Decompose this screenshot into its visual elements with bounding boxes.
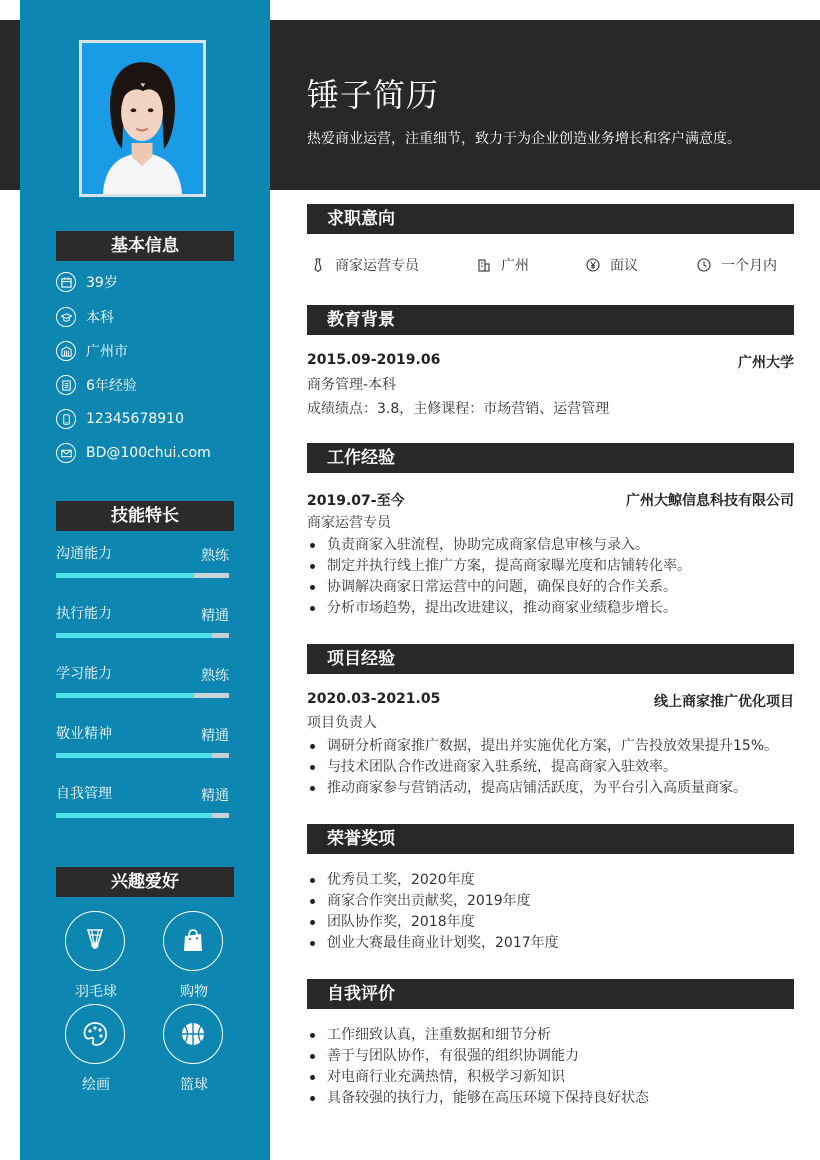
info-city (56, 339, 128, 363)
info-city-text: 广州市 (86, 344, 128, 360)
skill-level: 熟练 (201, 668, 229, 684)
skill-level: 精通 (201, 788, 229, 804)
project-heading: 项目经验 (307, 644, 794, 674)
hobby-item (163, 911, 225, 1001)
tie-icon (311, 258, 325, 272)
info-age (56, 270, 118, 294)
info-email (56, 441, 211, 465)
yen-icon (586, 258, 600, 272)
skill-bar-fill (56, 573, 194, 578)
work-date: 2019.07-至今 (307, 493, 405, 509)
skill-name: 敬业精神 (56, 726, 112, 742)
basic-info-heading: 基本信息 (56, 231, 234, 261)
list-item: 对电商行业充满热情，积极学习新知识 (307, 1067, 649, 1088)
skill-bar (56, 753, 229, 758)
info-experience-text: 6年经验 (86, 378, 137, 394)
intent-salary-text: 面议 (610, 258, 638, 274)
graduation-cap-icon (56, 307, 76, 327)
intent-city-text: 广州 (501, 258, 529, 274)
hobby-item (163, 1004, 225, 1094)
list-item: 分析市场趋势，提出改进建议，推动商家业绩稳步增长。 (307, 598, 691, 619)
hobby-label: 购物 (180, 984, 208, 1000)
page-title: 锤子简历 (307, 76, 440, 114)
list-item: 商家合作突出贡献奖，2019年度 (307, 891, 559, 912)
list-item: 调研分析商家推广数据，提出并实施优化方案，广告投放效果提升15%。 (307, 736, 778, 757)
building-icon (477, 258, 491, 272)
skill-bar-fill (56, 633, 212, 638)
self-eval-heading: 自我评价 (307, 979, 794, 1009)
skill-level: 精通 (201, 728, 229, 744)
skill-bar (56, 813, 229, 818)
building-icon (56, 341, 76, 361)
skill-bar (56, 693, 229, 698)
skill-name: 自我管理 (56, 786, 112, 802)
education-school: 广州大学 (738, 355, 794, 371)
list-item: 优秀员工奖，2020年度 (307, 870, 559, 891)
project-bullets (307, 736, 778, 799)
clock-icon (697, 258, 711, 272)
info-experience (56, 373, 137, 397)
list-item: 具备较强的执行力，能够在高压环境下保持良好状态 (307, 1088, 649, 1109)
skill-bar-fill (56, 753, 212, 758)
hobbies-heading: 兴趣爱好 (56, 867, 234, 897)
phone-icon (56, 409, 76, 429)
intent-availability-text: 一个月内 (721, 258, 777, 274)
skill-name: 学习能力 (56, 666, 112, 682)
hobby-item (65, 911, 127, 1001)
info-education (56, 305, 114, 329)
palette-icon (65, 1004, 125, 1064)
skill-level: 熟练 (201, 548, 229, 564)
hobby-item (65, 1004, 127, 1094)
education-heading: 教育背景 (307, 305, 794, 335)
info-phone-text: 12345678910 (86, 411, 184, 427)
skill-bar (56, 573, 229, 578)
education-date: 2015.09-2019.06 (307, 352, 441, 368)
honors-heading: 荣誉奖项 (307, 824, 794, 854)
skill-bar (56, 633, 229, 638)
info-education-text: 本科 (86, 310, 114, 326)
project-role: 项目负责人 (307, 715, 377, 731)
calendar-icon (56, 272, 76, 292)
skill-bar-fill (56, 813, 212, 818)
header-slogan: 热爱商业运营，注重细节，致力于为企业创造业务增长和客户满意度。 (307, 131, 741, 147)
intent-salary (586, 255, 638, 275)
hobby-label: 篮球 (180, 1077, 208, 1093)
document-icon (56, 375, 76, 395)
work-role: 商家运营专员 (307, 515, 391, 531)
skill-name: 执行能力 (56, 606, 112, 622)
list-item: 与技术团队合作改进商家入驻系统，提高商家入驻效率。 (307, 757, 778, 778)
skill-name: 沟通能力 (56, 546, 112, 562)
intent-availability (697, 255, 777, 275)
list-item: 制定并执行线上推广方案，提高商家曝光度和店铺转化率。 (307, 556, 691, 577)
honors-bullets (307, 870, 559, 954)
intent-city (477, 255, 529, 275)
list-item: 负责商家入驻流程，协助完成商家信息审核与录入。 (307, 535, 691, 556)
self-eval-bullets (307, 1025, 649, 1109)
badminton-icon (65, 911, 125, 971)
list-item: 创业大赛最佳商业计划奖，2017年度 (307, 933, 559, 954)
skill-bar-fill (56, 693, 194, 698)
skills-heading: 技能特长 (56, 501, 234, 531)
mail-icon (56, 443, 76, 463)
info-email-text: BD@100chui.com (86, 445, 211, 461)
list-item: 推动商家参与营销活动，提高店铺活跃度，为平台引入高质量商家。 (307, 778, 778, 799)
project-name: 线上商家推广优化项目 (654, 694, 794, 710)
list-item: 工作细致认真，注重数据和细节分析 (307, 1025, 649, 1046)
work-heading: 工作经验 (307, 443, 794, 473)
skill-level: 精通 (201, 608, 229, 624)
shopping-bag-icon (163, 911, 223, 971)
info-age-text: 39岁 (86, 275, 118, 291)
info-phone (56, 407, 184, 431)
basketball-icon (163, 1004, 223, 1064)
education-detail: 成绩绩点：3.8，主修课程：市场营销、运营管理 (307, 401, 610, 417)
hobby-label: 绘画 (82, 1077, 110, 1093)
education-major: 商务管理-本科 (307, 377, 397, 393)
list-item: 团队协作奖，2018年度 (307, 912, 559, 933)
intent-position (311, 255, 419, 275)
intent-heading: 求职意向 (307, 204, 794, 234)
list-item: 协调解决商家日常运营中的问题，确保良好的合作关系。 (307, 577, 691, 598)
work-bullets (307, 535, 691, 619)
hobby-label: 羽毛球 (75, 984, 117, 1000)
project-date: 2020.03-2021.05 (307, 691, 441, 707)
intent-position-text: 商家运营专员 (335, 258, 419, 274)
profile-photo (79, 40, 206, 197)
work-company: 广州大鲸信息科技有限公司 (626, 493, 794, 509)
list-item: 善于与团队协作，有很强的组织协调能力 (307, 1046, 649, 1067)
